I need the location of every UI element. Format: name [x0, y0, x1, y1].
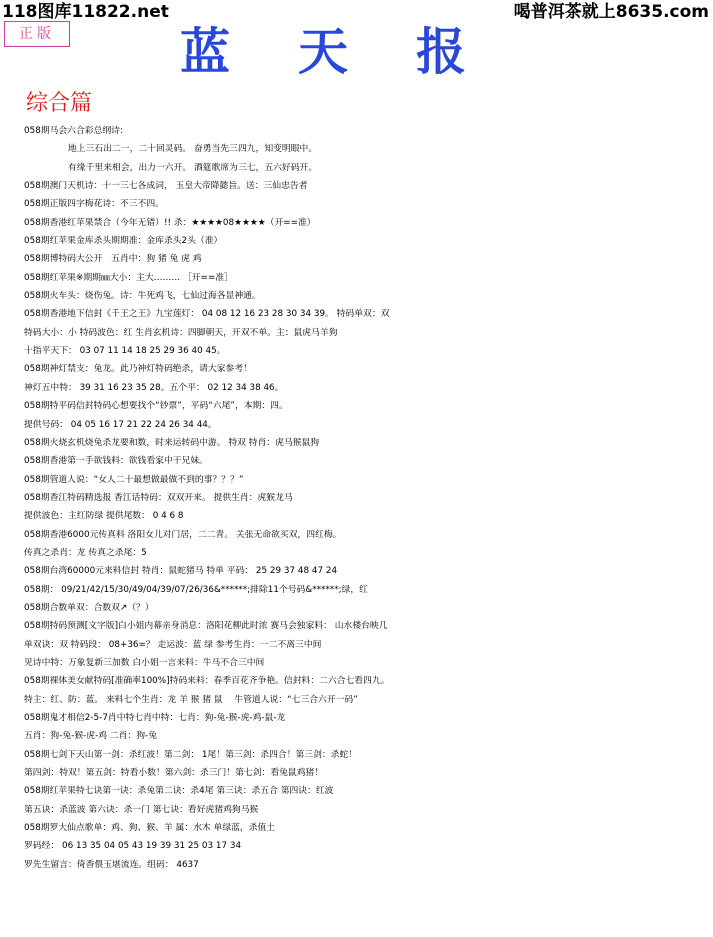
page-title: 蓝天报 [180, 22, 534, 81]
genuine-stamp: 正版 [4, 21, 70, 47]
text-line: 特码大小：小 特码波色：红 生肖玄机诗：四脚朝天，开双不单。主：鼠虎马羊狗 [24, 327, 338, 338]
text-line: 058期红苹果※期期㎜大小：主大……… ［开==准］ [24, 272, 233, 283]
text-line: 058期红苹果金库杀头期期准：金库杀头2头（准） [24, 236, 223, 247]
text-line: 传真之杀肖：龙 传真之杀尾：5 [24, 547, 147, 558]
text-line: 058期合数单双：合数双↗（？） [24, 602, 154, 613]
text-line: 罗先生留言：倚香偎玉堪流连。组码： 4637 [24, 859, 199, 870]
text-line: 见诗中特：万象复新三加数 白小姐一言来料：牛马不合三中间 [24, 657, 265, 668]
text-line: 058期博特码大公开 五肖中：狗 猪 兔 虎 鸡 [24, 254, 202, 265]
text-line: 058期台湾60000元来料信封 特肖：鼠蛇猪马 特单 平码： 25 29 37 48 47 24 [24, 566, 338, 577]
text-line: 058期特码预测[文字版]白小姐内幕亲身消息：洛阳花柳此时浓 赛马会独家料： 山水楼台映几 [24, 621, 388, 632]
text-line: 五肖：狗-兔-猴-虎-鸡 二肖：狗-兔 [24, 731, 158, 742]
text-line: 058期香港地下信封《千王之王》九宝莲灯： 04 08 12 16 23 28 30 34 39。 特码单双：双 [24, 309, 390, 320]
text-line: 十指平天下： 03 07 11 14 18 25 29 36 40 45。 [24, 346, 226, 357]
text-line: 058期鬼才相信2-5-7肖中特七肖中特：七肖：狗-兔-猴-虎-鸡-鼠-龙 [24, 713, 286, 723]
text-line: 058期澳门天机诗：十一三七各成词， 玉皇大帝降懿旨。送：三仙忠告者 [24, 181, 308, 192]
text-line: 第四剑：特双！第五剑：特看小数！第六剑：杀三门！第七剑：看兔鼠鸡猪！ [24, 768, 324, 779]
text-line: 神灯五中特： 39 31 16 23 35 28。五个平： 02 12 34 38 46。 [24, 382, 284, 393]
text-line: 罗码经： 06 13 35 04 05 43 19 39 31 25 03 17 34 [24, 841, 242, 852]
text-line: 058期正版四字梅花诗：不三不四。 [24, 199, 164, 210]
text-line: 提供波色：主红防绿 提供尾数： 0 4 6 8 [24, 511, 184, 522]
text-line: 058期香港第一手欲钱料：欲钱看家中干兄妹。 [24, 456, 208, 467]
text-line: 058期火车头：烧伤兔。诗：牛死鸡飞，七仙过海各显神通。 [24, 291, 261, 302]
text-line: 058期香江特码精选报 香江话特码：双双开来。 提供生肖：虎猴龙马 [24, 492, 293, 503]
text-line: 058期香港6000元传真料 洛阳女儿对门居，二二青。 关张无命欲买双，四红梅。 [24, 529, 342, 540]
text-line: 058期裸体美女献特码[准确率100%]特码来料：春季百花齐争艳。信封料：二六合七看四九。 [24, 676, 390, 687]
text-line: 058期马会六合彩总纲诗: [24, 126, 123, 136]
text-line: 058期香港红苹果禁合（今年无错）!! 杀：★★★★08★★★★（开==准） [24, 217, 316, 228]
text-line: 058期七剑下天山第一剑：杀红波！第二剑： 1尾！第三剑：杀四合！第三剑：杀蛇！ [24, 749, 358, 760]
site-name-left: 118图库11822.net [2, 2, 169, 22]
text-line: 058期： 09/21/42/15/30/49/04/39/07/26/36&******;排除11个号码&******;绿，红 [24, 584, 368, 595]
text-line: 058期特平码信封特码心想要找个“钞票”，平码“六尾”，本期：四。 [24, 401, 288, 412]
text-line: 有缘千里来相会，出力一六开。 酒筵歌席为三七，五六好码开。 [68, 162, 318, 173]
site-name-right: 喝普洱茶就上8635.com [513, 2, 709, 22]
text-line: 058期火烧玄机烧兔杀龙要和数，时来运转码中游。 特双 特肖：虎马猴鼠狗 [24, 437, 320, 448]
section-title: 综合篇 [26, 91, 93, 116]
text-line: 058期管道人说：“女人二十最想做最做不到的事？？？” [24, 474, 244, 485]
text-line: 第五诀：杀蓝波 第六诀：杀一门 第七诀：看好虎猪鸡狗马猴 [24, 804, 259, 815]
text-line: 单双诀：双 特码段： 08+36=？ 走运波：蓝 绿 参考生肖：一二不离三中间 [24, 639, 322, 650]
text-line: 提供号码： 04 05 16 17 21 22 24 26 34 44。 [24, 419, 217, 430]
text-line: 058期神灯禁支：兔龙。此乃神灯特码绝杀，请大家参考！ [24, 364, 252, 375]
text-line: 058期红苹果特七诀第一诀：杀兔第二诀：杀4尾 第三诀：杀五合 第四诀：红波 [24, 786, 334, 797]
text-line: 特主：红、防：蓝。 来料七个生肖：龙 羊 猴 猪 鼠 牛管道人说：“七三合六开一码” [24, 694, 358, 705]
text-line: 058期罗大仙点歌单：鸡、狗、猴、羊 属：水木 单绿蓝，杀值土 [24, 823, 276, 834]
content-lines [24, 122, 712, 874]
text-line: 地上三石出二一，二十回灵码。 奋勇当先三四九，知变明眼中。 [68, 144, 318, 155]
